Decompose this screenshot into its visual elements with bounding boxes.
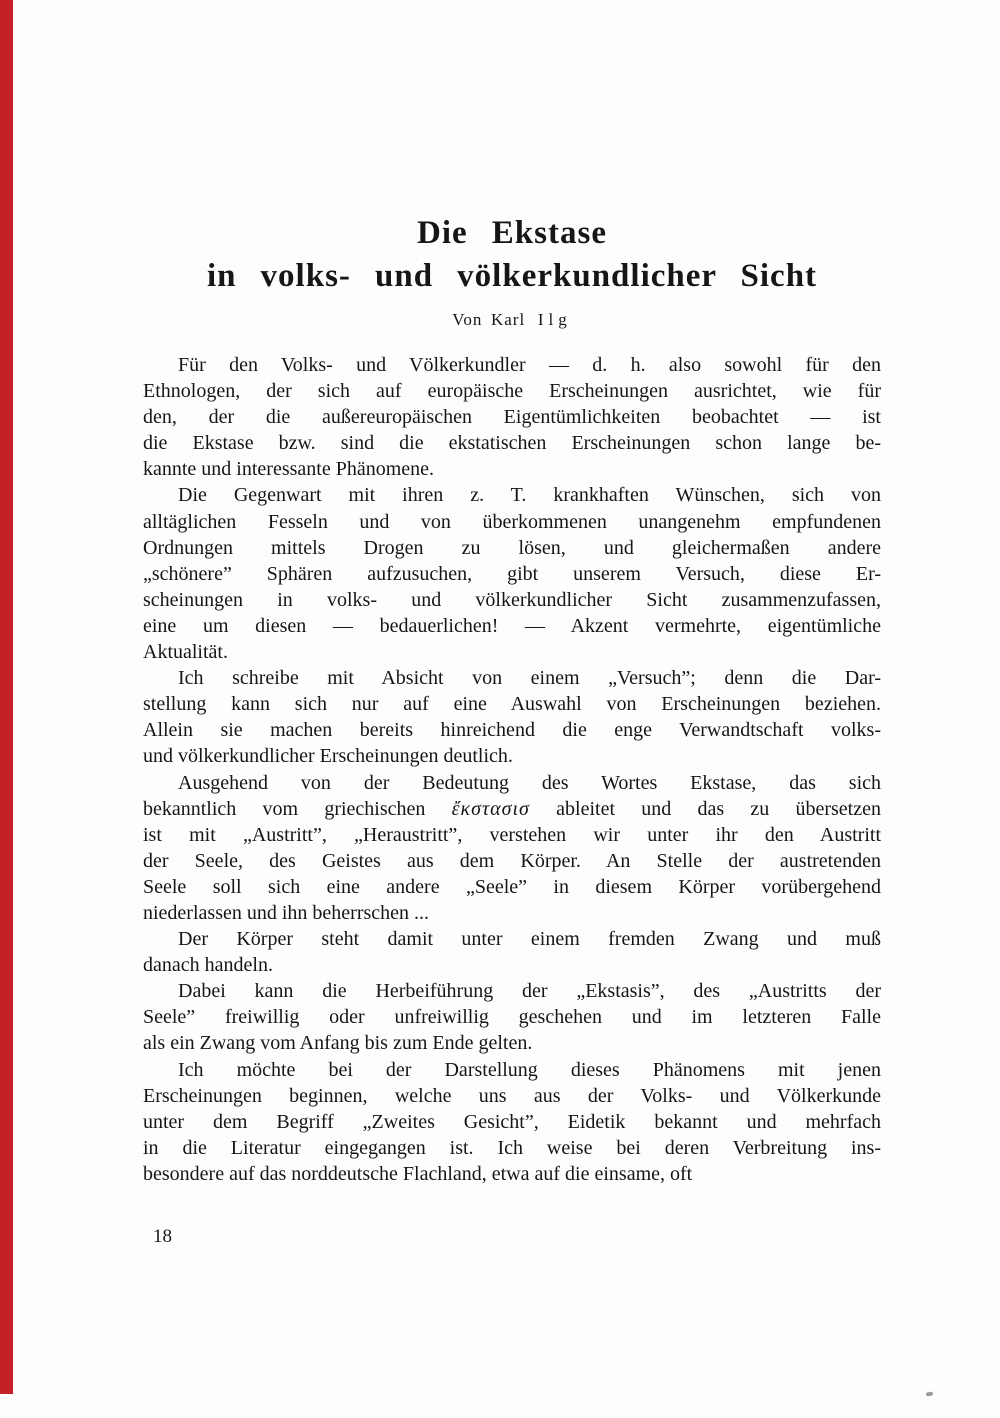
- text-line: Der Körper steht damit unter einem fremden Zwang und muß: [178, 928, 881, 951]
- text-line: Seele” freiwillig oder unfreiwillig geschehen und im letzteren Falle: [143, 1006, 881, 1029]
- article-title-line1: Die Ekstase: [417, 215, 607, 251]
- text-line: Erscheinungen beginnen, welche uns aus der Volks- und Völkerkunde: [143, 1084, 881, 1107]
- byline: [143, 308, 881, 332]
- text-line: eine um diesen — bedauerlichen! — Akzent vermehrte, eigentümliche: [143, 614, 881, 637]
- text-line: Ordnungen mittels Drogen zu lösen, und gleichermaßen andere: [143, 536, 881, 559]
- text-line: Allein sie machen bereits hinreichend die enge Verwandtschaft volks-: [143, 719, 881, 742]
- greek-term: ἔκστασισ: [451, 797, 530, 820]
- text-line: in die Literatur eingegangen ist. Ich weise bei deren Verbreitung ins-: [143, 1136, 881, 1159]
- text-line: ist mit „Austritt”, „Heraustritt”, verstehen wir unter ihr den Austritt: [143, 823, 881, 846]
- text-line: Ethnologen, der sich auf europäische Erscheinungen ausrichtet, wie für: [143, 380, 881, 403]
- text-line: Aktualität.: [143, 641, 228, 664]
- text-line: Für den Volks- und Völkerkundler — d. h. also sowohl für den: [178, 354, 881, 376]
- text-line: Ich schreibe mit Absicht von einem „Versuch”; denn die Dar-: [178, 667, 881, 690]
- text-line: bekanntlich vom griechischen ἔκστασισ ableitet und das zu übersetzen: [143, 797, 881, 820]
- text-line: besondere auf das norddeutsche Flachland, etwa auf die einsame, oft: [143, 1162, 693, 1185]
- text-line: unter dem Begriff „Zweites Gesicht”, Eidetik bekannt und mehrfach: [143, 1110, 881, 1133]
- text-line: den, der die außereuropäischen Eigentümlichkeiten beobachtet — ist: [143, 406, 881, 429]
- text-line: Die Gegenwart mit ihren z. T. krankhaften Wünschen, sich von: [178, 484, 881, 507]
- text-column: [143, 0, 881, 1418]
- text-line: alltäglichen Fesseln und von überkommenen unangenehm empfundenen: [143, 510, 881, 533]
- text-line: Ich möchte bei der Darstellung dieses Phänomens mit jenen: [178, 1058, 881, 1081]
- text-line: als ein Zwang vom Anfang bis zum Ende gelten.: [143, 1032, 533, 1055]
- scan-speck: [926, 1392, 933, 1397]
- text-line: Seele soll sich eine andere „Seele” in diesem Körper vorübergehend: [143, 875, 881, 898]
- text-line: der Seele, des Geistes aus dem Körper. An Stelle der austretenden: [143, 849, 881, 872]
- left-edge-red-stripe: [0, 0, 13, 1394]
- text-line: danach handeln.: [143, 954, 273, 977]
- text-line: scheinungen in volks- und völkerkundlicher Sicht zusammenzufassen,: [143, 588, 881, 611]
- text-line: Dabei kann die Herbeiführung der „Ekstasis”, des „Austritts der: [178, 980, 881, 1003]
- text-line: die Ekstase bzw. sind die ekstatischen Erscheinungen schon lange be-: [143, 432, 881, 455]
- article-body: [143, 352, 881, 1187]
- text-line: kannte und interessante Phänomene.: [143, 458, 435, 481]
- byline-prefix: Von Karl: [452, 310, 526, 329]
- text-line: und völkerkundlicher Erscheinungen deutlich.: [143, 745, 513, 768]
- page-number: 18: [153, 1226, 172, 1247]
- byline-author: Ilg: [537, 310, 572, 329]
- text-line: „schönere” Sphären aufzusuchen, gibt unserem Versuch, diese Er-: [143, 562, 881, 585]
- text-line: stellung kann sich nur auf eine Auswahl von Erscheinungen beziehen.: [143, 693, 881, 716]
- article-title-line2: in volks- und völkerkundlicher Sicht: [206, 258, 818, 294]
- text-line: Ausgehend von der Bedeutung des Wortes Ekstase, das sich: [178, 771, 881, 794]
- text-line: niederlassen und ihn beherrschen ...: [143, 901, 430, 924]
